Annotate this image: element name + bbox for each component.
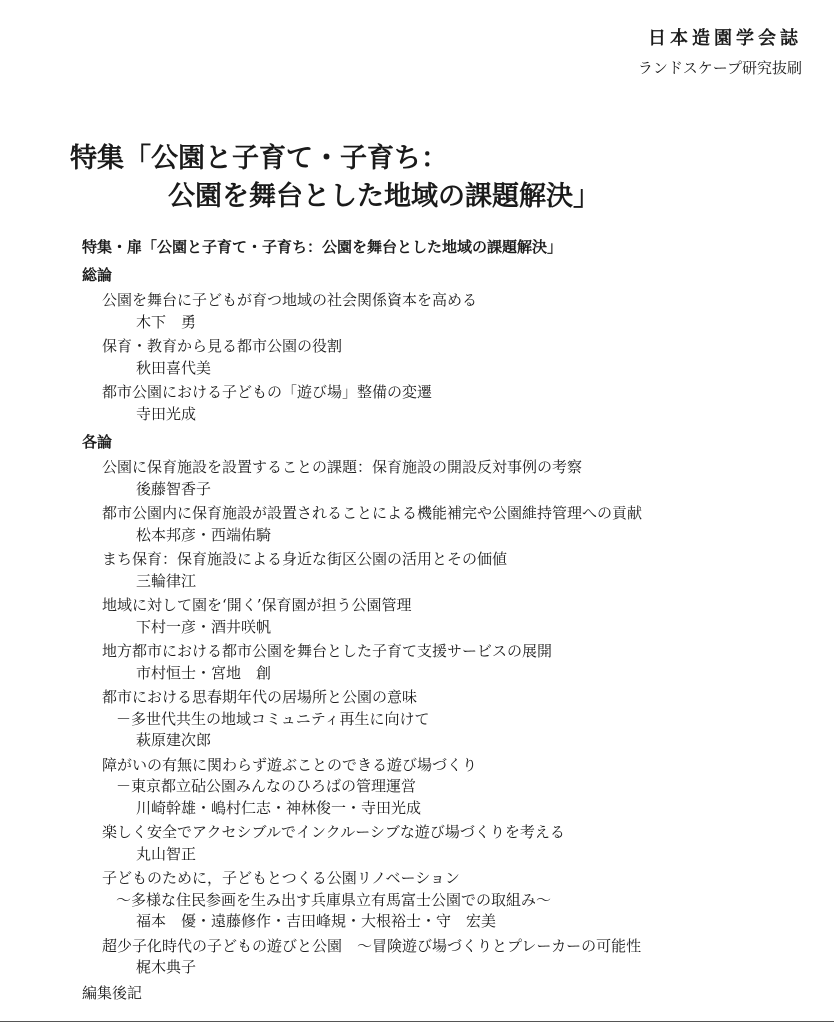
entry-title: 都市における思春期年代の居場所と公園の意味 (102, 688, 418, 706)
section-title-specific: 各論 (82, 433, 113, 451)
entry-title: 地方都市における都市公園を舞台とした子育て支援サービスの展開 (102, 642, 553, 660)
entry-authors: 三輪律江 (136, 571, 197, 590)
editorial-postscript: 編集後記 (82, 983, 143, 1002)
entry-authors: 萩原建次郎 (136, 731, 212, 749)
entry-title: 楽しく安全でアクセシブルでインクルーシブな遊び場づくりを考える (102, 823, 565, 841)
feature-title-line1: 特集「公園と子育て・子育ち： (70, 143, 448, 174)
toc-entry (102, 868, 812, 933)
feature-title (70, 140, 600, 216)
bottom-divider (0, 1021, 834, 1022)
toc-entry (102, 503, 812, 546)
toc-entry (102, 290, 812, 333)
entry-title: 保育・教育から見る都市公園の役割 (102, 337, 343, 355)
entry-authors: 松本邦彦・西端佑騎 (136, 525, 272, 544)
entry-authors: 丸山智正 (136, 844, 197, 863)
entry-title: 都市公園内に保育施設が設置されることによる機能補完や公園維持管理への貢献 (102, 504, 643, 522)
table-of-contents (82, 236, 812, 1004)
entry-title: 都市公園における子どもの「遊び場」整備の変遷 (102, 383, 433, 401)
entry-title: 公園を舞台に子どもが育つ地域の社会関係資本を高める (102, 291, 478, 309)
toc-entry (102, 641, 812, 684)
entry-authors: 寺田光成 (136, 404, 197, 423)
entry-subtitle: －多世代共生の地域コミュニティ再生に向けて (116, 709, 430, 728)
toc-entry (102, 687, 812, 752)
toc-entry (102, 382, 812, 425)
entry-title: 子どものために，子どもとつくる公園リノベーション (102, 869, 460, 887)
entry-title: 公園に保育施設を設置することの課題：保育施設の開設反対事例の考察 (102, 458, 583, 476)
journal-header (638, 26, 802, 80)
entry-subtitle: －東京都立砧公園みんなのひろばの管理運営 (116, 777, 417, 795)
entry-title: 障がいの有無に関わらず遊ぶことのできる遊び場づくり (102, 755, 478, 774)
toc-entry (102, 336, 812, 379)
entry-authors: 市村恒士・宮地 創 (136, 663, 272, 682)
toc-entry (102, 822, 812, 865)
entry-authors: 下村一彦・酒井咲帆 (136, 617, 272, 636)
entry-authors: 秋田喜代美 (136, 358, 212, 377)
feature-intro: 特集・扉「公園と子育て・子育ち：公園を舞台とした地域の課題解決」 (82, 238, 563, 256)
entry-title: 地域に対して園を‘開く’保育園が担う公園管理 (102, 596, 412, 614)
toc-entry (102, 936, 812, 979)
entry-subtitle: ～多様な住民参画を生み出す兵庫県立有馬富士公園での取組み～ (116, 890, 552, 909)
entry-authors: 後藤智香子 (136, 479, 212, 498)
section-title-general: 総論 (82, 266, 113, 284)
journal-name: 日本造園学会誌 (648, 28, 802, 49)
entry-title: まち保育：保育施設による身近な街区公園の活用とその価値 (102, 550, 508, 568)
toc-entry (102, 595, 812, 638)
entry-authors: 木下 勇 (136, 312, 197, 331)
entry-authors: 川崎幹雄・嶋村仁志・神林俊一・寺田光成 (136, 798, 422, 817)
journal-subtitle: ランドスケープ研究抜刷 (637, 59, 802, 77)
entry-title: 超少子化時代の子どもの遊びと公園 ～冒険遊び場づくりとプレーカーの可能性 (102, 936, 642, 955)
entry-authors: 福本 優・遠藤修作・吉田峰規・大根裕士・守 宏美 (136, 912, 497, 930)
toc-entry (102, 457, 812, 500)
toc-entry (102, 549, 812, 592)
entry-authors: 梶木典子 (136, 958, 197, 976)
toc-entry (102, 755, 812, 820)
feature-title-line2: 公園を舞台とした地域の課題解決」 (168, 181, 600, 212)
